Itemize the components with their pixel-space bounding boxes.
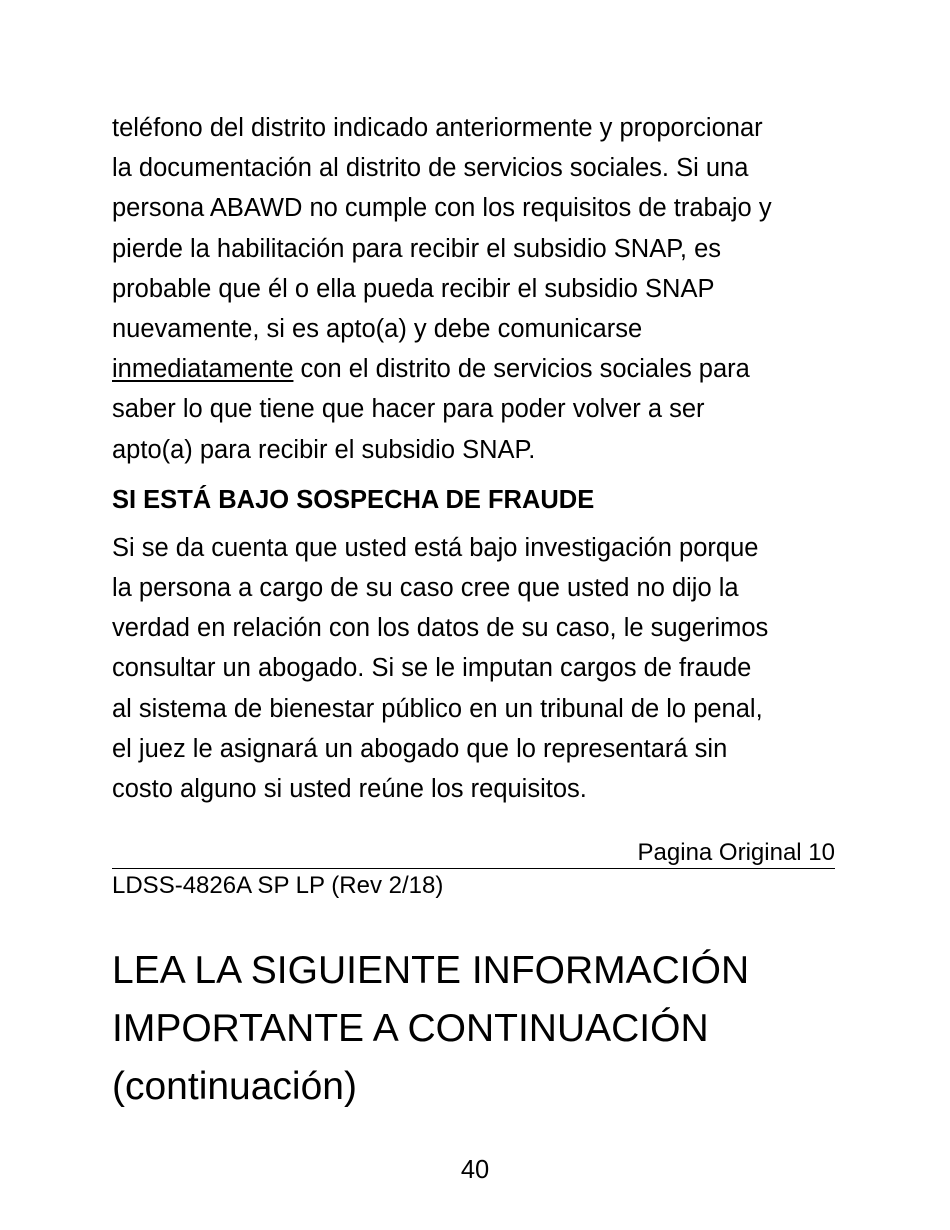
text-line — [112, 349, 842, 389]
section-heading-fraud: SI ESTÁ BAJO SOSPECHA DE FRAUDE — [112, 485, 595, 514]
paragraph-abawd — [112, 108, 842, 470]
underlined-emphasis: inmediatamente — [112, 355, 294, 384]
text-line: probable que él o ella pueda recibir el subsidio SNAP — [112, 274, 715, 303]
page-title — [112, 942, 749, 1116]
text-line: verdad en relación con los datos de su caso, le sugerimos — [112, 614, 769, 643]
text-fragment: con el distrito de servicios sociales para — [293, 355, 750, 384]
text-line: el juez le asignará un abogado que lo representará sin — [112, 734, 728, 763]
title-line: LEA LA SIGUIENTE INFORMACIÓN — [112, 949, 750, 992]
footer-divider — [112, 838, 835, 869]
document-body — [112, 108, 842, 809]
title-line: IMPORTANTE A CONTINUACIÓN — [112, 1007, 709, 1050]
text-line: pierde la habilitación para recibir el subsidio SNAP, es — [112, 234, 722, 263]
text-line: persona ABAWD no cumple con los requisitos de trabajo y — [112, 194, 772, 223]
text-line: consultar un abogado. Si se le imputan cargos de fraude — [112, 654, 752, 683]
text-line: la documentación al distrito de servicios sociales. Si una — [112, 154, 749, 183]
text-line: saber lo que tiene que hacer para poder volver a ser — [112, 395, 705, 424]
page-number: 40 — [460, 1156, 490, 1184]
original-page-label: Pagina Original 10 — [637, 839, 835, 866]
text-line: apto(a) para recibir el subsidio SNAP. — [112, 435, 536, 464]
text-line: la persona a cargo de su caso cree que usted no dijo la — [112, 574, 739, 603]
text-line: teléfono del distrito indicado anteriormente y proporcionar — [112, 114, 763, 142]
title-line: (continuación) — [112, 1065, 357, 1108]
text-line: Si se da cuenta que usted está bajo investigación porque — [112, 533, 759, 562]
paragraph-fraud — [112, 528, 842, 809]
text-line: nuevamente, si es apto(a) y debe comunicarse — [112, 315, 643, 344]
text-line: al sistema de bienestar público en un tribunal de lo penal, — [112, 694, 763, 723]
text-line: costo alguno si usted reúne los requisitos. — [112, 775, 587, 804]
form-identifier: LDSS-4826A SP LP (Rev 2/18) — [112, 872, 444, 899]
